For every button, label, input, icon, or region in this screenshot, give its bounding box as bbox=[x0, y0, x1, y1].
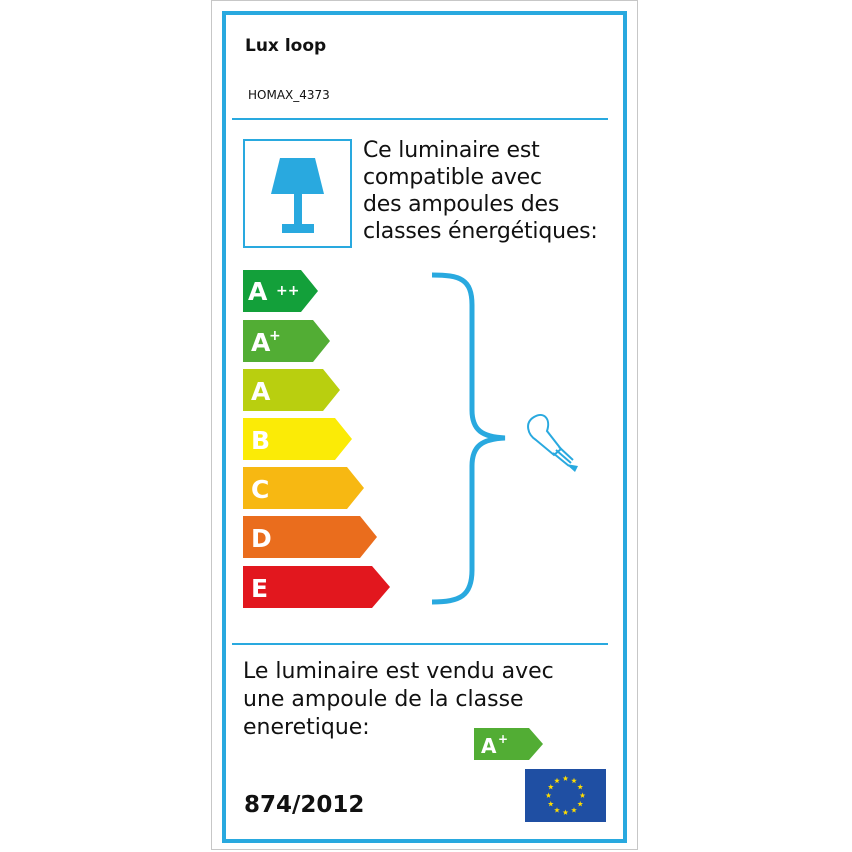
brace-and-bulb bbox=[420, 265, 595, 615]
class-arrow-d bbox=[243, 516, 377, 558]
class-arrow-e bbox=[243, 566, 390, 608]
class-letter: A bbox=[248, 277, 268, 306]
sold-with-text bbox=[243, 658, 603, 742]
sold-line: eneretique: bbox=[243, 715, 370, 740]
compatible-line: Ce luminaire est bbox=[363, 138, 540, 163]
class-letter: C bbox=[251, 475, 270, 504]
compatible-line: classes énergétiques: bbox=[363, 219, 598, 244]
product-code: HOMAX_4373 bbox=[248, 88, 330, 102]
class-arrow-a-plus bbox=[243, 320, 330, 362]
sold-class-suffix: + bbox=[498, 732, 509, 746]
class-arrow-a-plus-plus bbox=[243, 270, 318, 312]
sold-line: une ampoule de la classe bbox=[243, 687, 524, 712]
class-arrow-b bbox=[243, 418, 352, 460]
class-letter: E bbox=[251, 574, 269, 603]
class-suffix: + bbox=[269, 328, 281, 344]
energy-class-scale bbox=[243, 270, 403, 615]
compatible-line: des ampoules des bbox=[363, 192, 560, 217]
separator-top bbox=[232, 118, 608, 120]
eu-flag-icon bbox=[525, 769, 606, 822]
light-bulb-icon bbox=[528, 415, 578, 472]
compatible-line: compatible avec bbox=[363, 165, 542, 190]
lamp-box bbox=[243, 139, 352, 248]
table-lamp-icon bbox=[245, 141, 350, 246]
compatible-text bbox=[363, 137, 613, 245]
separator-bottom bbox=[232, 643, 608, 645]
sold-line: Le luminaire est vendu avec bbox=[243, 659, 554, 684]
class-arrow-a bbox=[243, 369, 340, 411]
product-name: Lux loop bbox=[245, 36, 327, 56]
regulation-number: 874/2012 bbox=[244, 792, 365, 818]
sold-class-letter: A bbox=[481, 734, 497, 758]
class-arrow-c bbox=[243, 467, 364, 509]
class-letter: B bbox=[251, 426, 271, 455]
class-suffix: ++ bbox=[276, 283, 300, 299]
class-letter: D bbox=[251, 524, 272, 553]
class-letter: A bbox=[251, 377, 271, 406]
sold-class-arrow bbox=[474, 728, 546, 762]
class-letter: A bbox=[251, 328, 271, 357]
curly-brace bbox=[432, 275, 505, 602]
